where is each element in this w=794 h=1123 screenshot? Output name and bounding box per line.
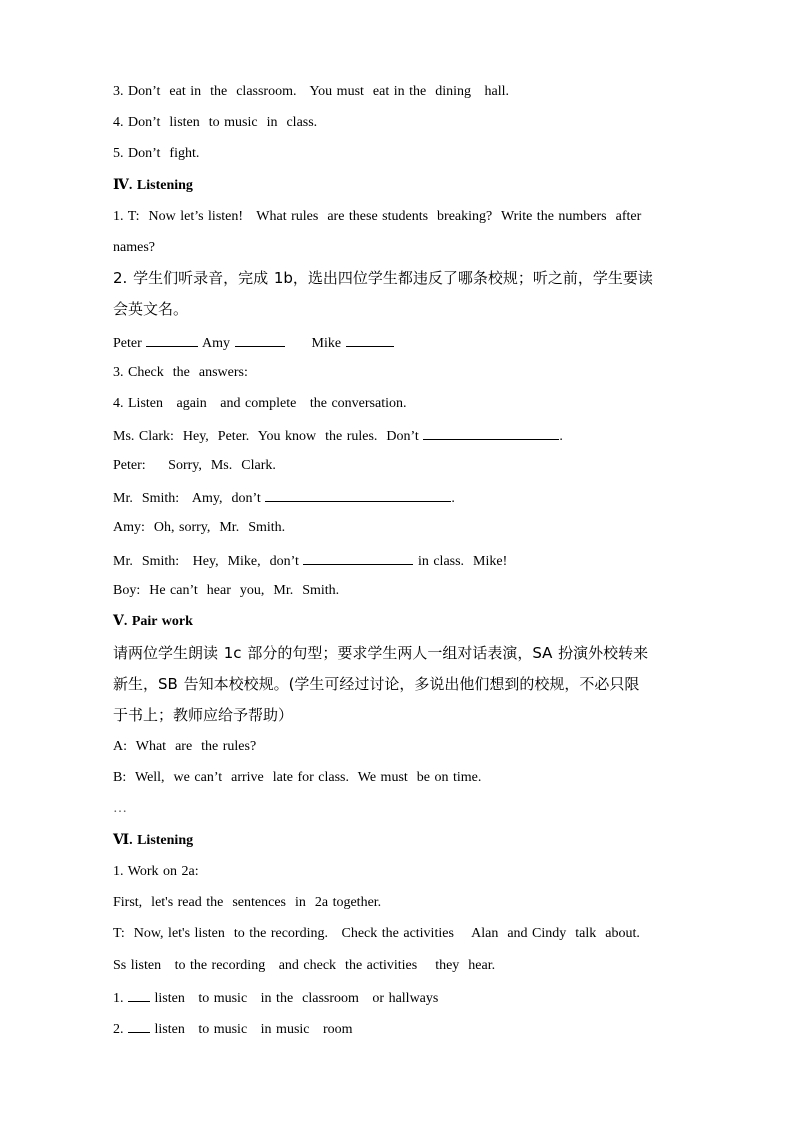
text-line: names? bbox=[113, 240, 155, 255]
answer-blank bbox=[235, 332, 285, 347]
text-line: 请两位学生朗读 1c 部分的句型；要求学生两人一组对话表演，SA 扮演外校转来 bbox=[113, 644, 649, 662]
label: Mike bbox=[284, 336, 346, 351]
answer-blank bbox=[303, 550, 413, 565]
text-line: 4. Don’t listen to music in class. bbox=[113, 115, 318, 130]
dialogue-line: B: Well, we can’t arrive late for class. We must be on time. bbox=[113, 770, 482, 785]
dialogue-line bbox=[113, 550, 507, 572]
text-line: T: Now, let's listen to the recording. Check the activities Alan and Cindy talk about. bbox=[113, 926, 640, 941]
name-blanks-line bbox=[113, 332, 394, 354]
text-line: 于书上；教师应给予帮助） bbox=[113, 706, 294, 724]
label: . bbox=[451, 491, 455, 506]
label: Mr. Smith: Amy, don’t bbox=[113, 491, 266, 506]
text-line: 2. 学生们听录音，完成 1b，选出四位学生都违反了哪条校规；听之前，学生要读 bbox=[113, 269, 653, 287]
answer-blank bbox=[346, 332, 394, 347]
dialogue-line: Peter: Sorry, Ms. Clark. bbox=[113, 458, 276, 473]
text-line: 5. Don’t fight. bbox=[113, 146, 200, 161]
dialogue-line: Boy: He can’t hear you, Mr. Smith. bbox=[113, 583, 340, 598]
label: 2. bbox=[113, 1022, 128, 1037]
answer-blank bbox=[128, 987, 150, 1002]
text-line: Ss listen to the recording and check the activities they hear. bbox=[113, 958, 496, 973]
label: . bbox=[559, 429, 563, 444]
label: listen to music in music room bbox=[150, 1022, 353, 1037]
text-line: 1. Work on 2a: bbox=[113, 864, 199, 879]
label: 1. bbox=[113, 991, 128, 1006]
section-heading: Ⅳ. Listening bbox=[113, 178, 193, 193]
checklist-item bbox=[113, 1018, 353, 1040]
text-line: 1. T: Now let’s listen! What rules are these students breaking? Write the numbers after bbox=[113, 209, 642, 224]
section-heading: Ⅵ. Listening bbox=[113, 833, 194, 848]
dialogue-line: A: What are the rules? bbox=[113, 739, 257, 754]
text-line: 新生，SB 告知本校校规。(学生可经过讨论，多说出他们想到的校规，不必只限 bbox=[113, 675, 640, 693]
answer-blank bbox=[146, 332, 198, 347]
label: Ms. Clark: Hey, Peter. You know the rules. Don’t bbox=[113, 429, 424, 444]
text-line: 3. Check the answers: bbox=[113, 365, 248, 380]
checklist-item bbox=[113, 987, 438, 1009]
ellipsis: … bbox=[113, 801, 127, 816]
answer-blank bbox=[128, 1018, 150, 1033]
label: listen to music in the classroom or hallways bbox=[150, 991, 439, 1006]
text-line: First, let's read the sentences in 2a together. bbox=[113, 895, 382, 910]
dialogue-line bbox=[113, 487, 455, 509]
label: in class. Mike! bbox=[413, 554, 508, 569]
answer-blank bbox=[423, 425, 559, 440]
answer-blank bbox=[265, 487, 451, 502]
dialogue-line bbox=[113, 425, 563, 447]
section-heading: Ⅴ. Pair work bbox=[113, 614, 193, 629]
text-line: 4. Listen again and complete the conversation. bbox=[113, 396, 407, 411]
dialogue-line: Amy: Oh, sorry, Mr. Smith. bbox=[113, 520, 286, 535]
label: Mr. Smith: Hey, Mike, don’t bbox=[113, 554, 304, 569]
text-line: 3. Don’t eat in the classroom. You must eat in the dining hall. bbox=[113, 84, 509, 99]
text-line: 会英文名。 bbox=[113, 300, 189, 318]
label: Peter bbox=[113, 336, 147, 351]
label: Amy bbox=[198, 336, 235, 351]
